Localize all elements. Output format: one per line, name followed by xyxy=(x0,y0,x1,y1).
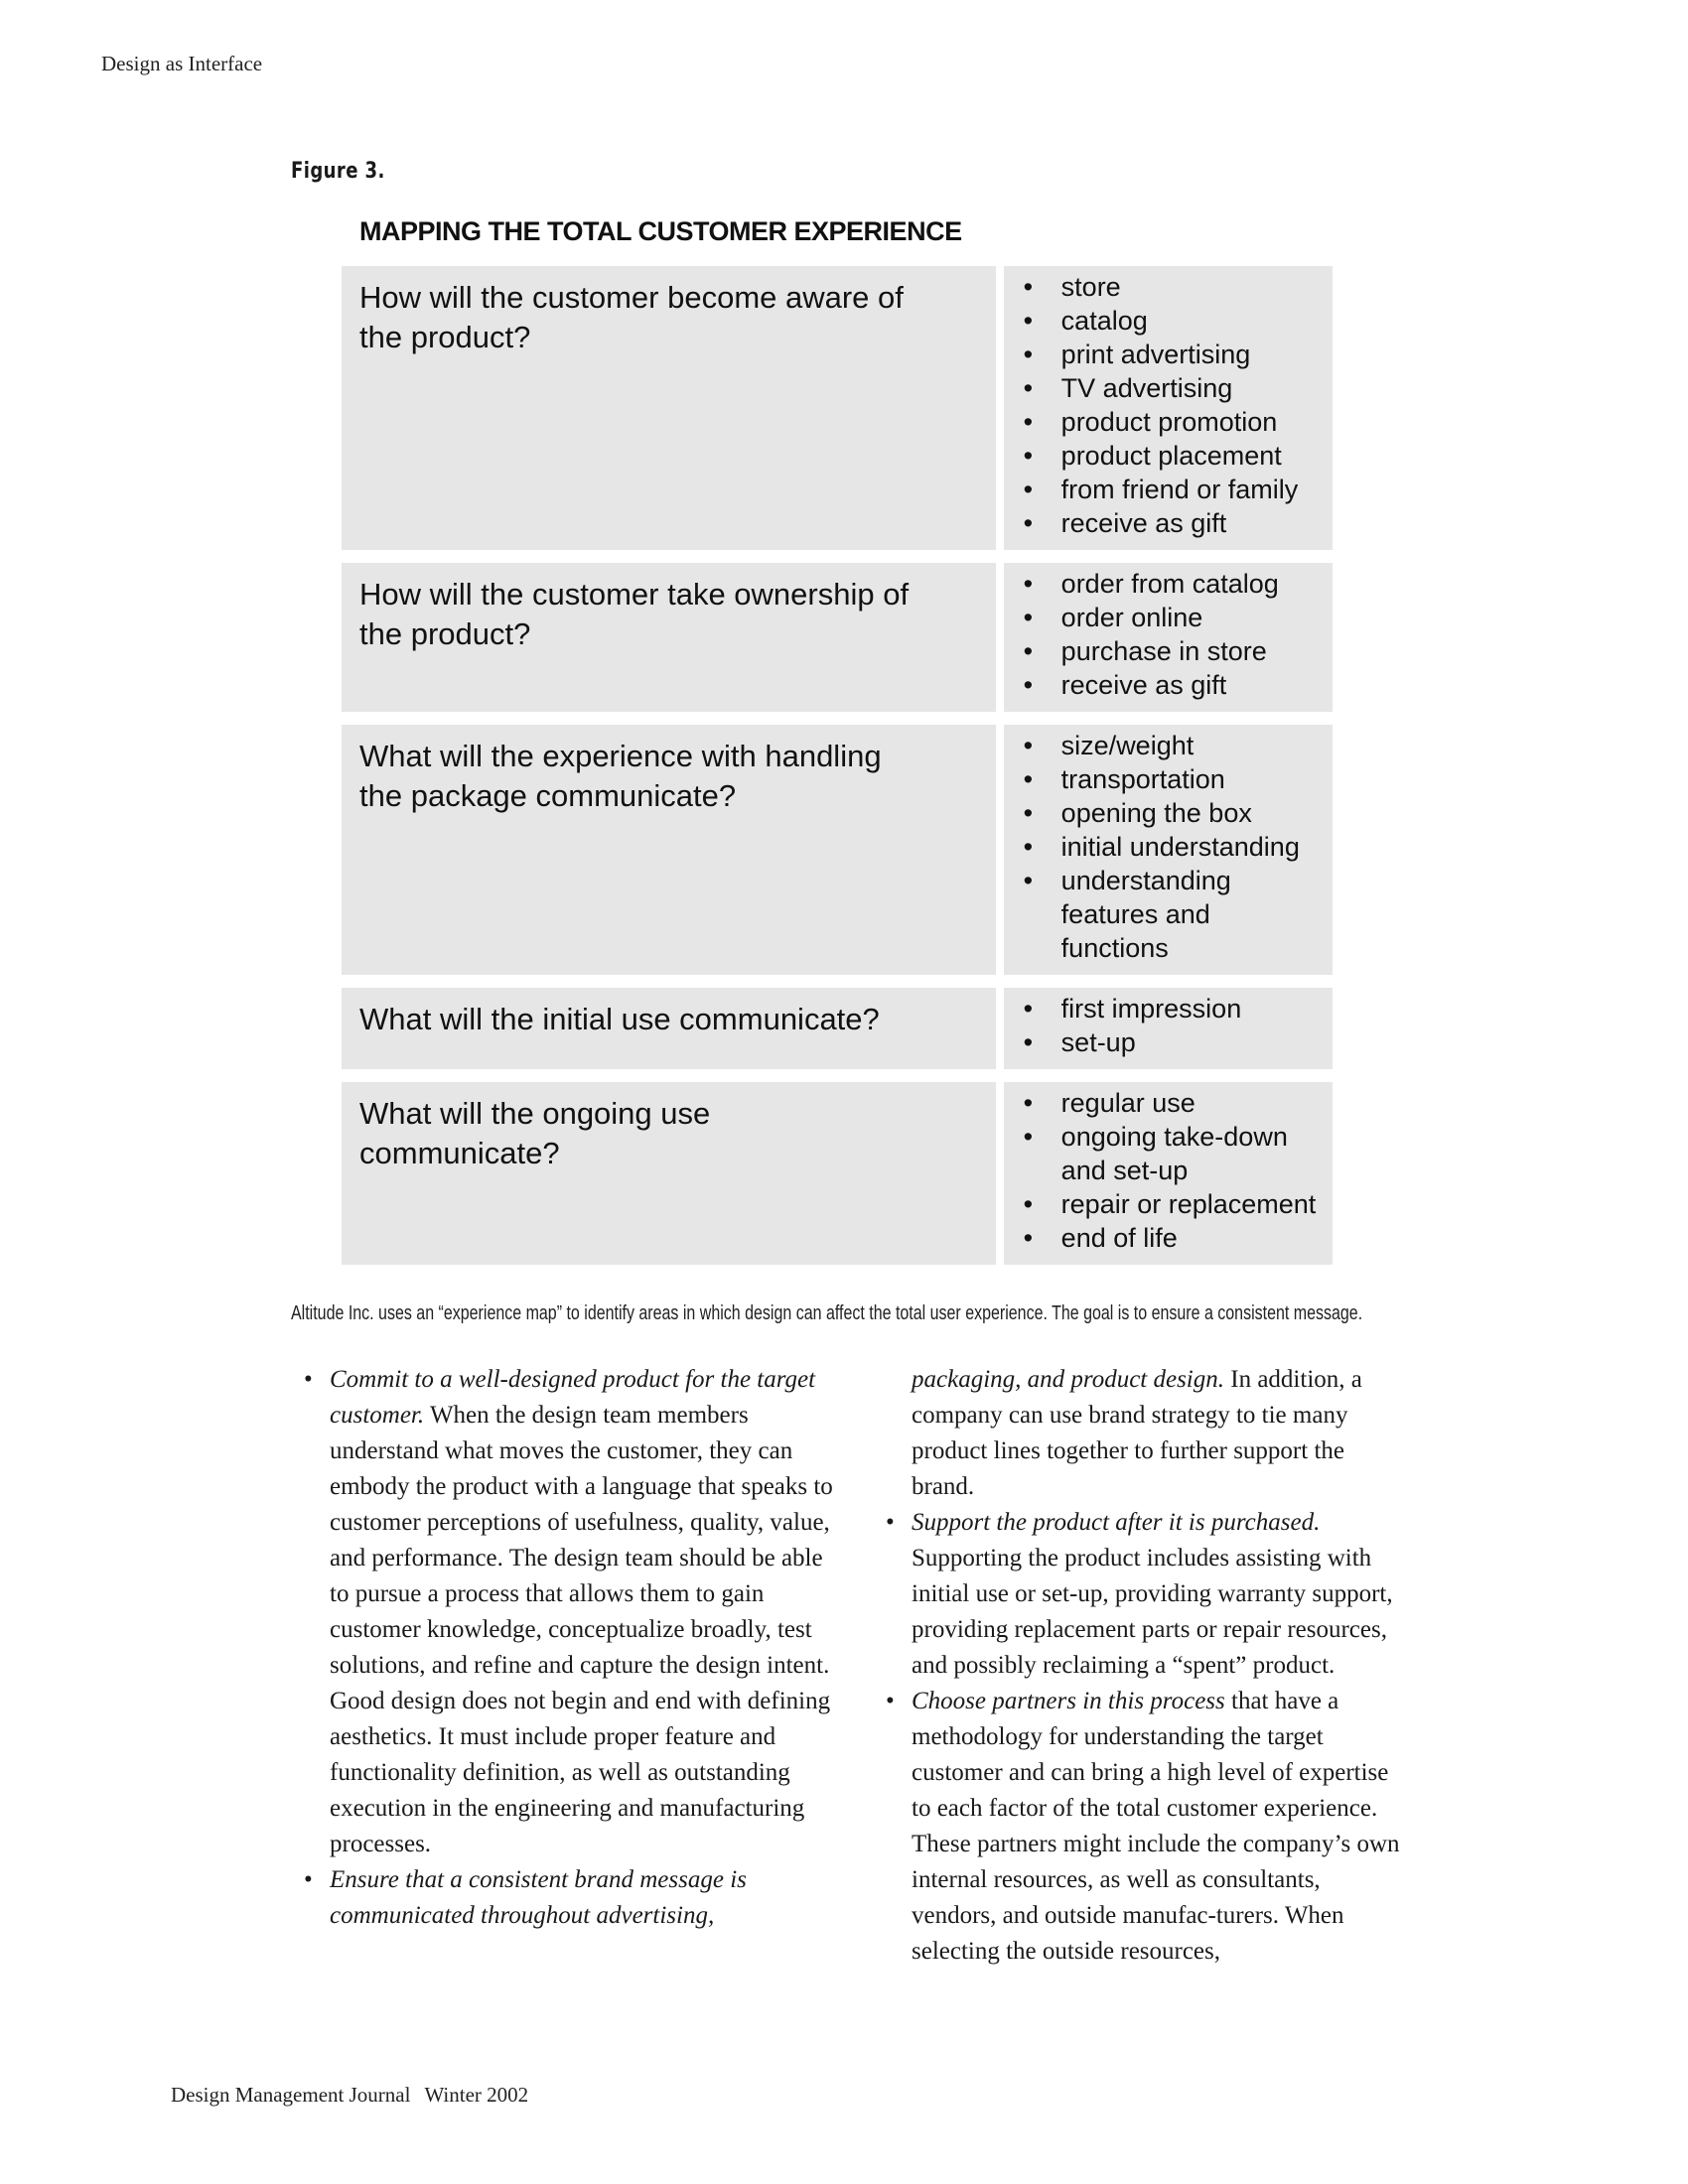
answer-list xyxy=(1016,1086,1325,1255)
answer-item: • initial understanding xyxy=(1016,830,1325,864)
running-title: Design as Interface xyxy=(101,52,263,75)
journal-issue: Winter 2002 xyxy=(424,2083,529,2107)
answer-item: • receive as gift xyxy=(1016,668,1325,702)
answer-item: • end of life xyxy=(1016,1221,1325,1255)
map-question-cell xyxy=(342,725,996,975)
answer-item: • order from catalog xyxy=(1016,567,1325,601)
answer-item: • transportation xyxy=(1016,762,1325,796)
answer-item: • purchase in store xyxy=(1016,634,1325,668)
map-row xyxy=(342,1082,1333,1265)
body-bullet xyxy=(298,1862,834,1934)
answer-item: • TV advertising xyxy=(1016,371,1325,405)
answer-item: • order online xyxy=(1016,601,1325,634)
answer-list xyxy=(1016,992,1325,1059)
body-bullet xyxy=(298,1362,834,1862)
map-question: How will the customer become aware of the product? xyxy=(359,280,904,354)
answer-item: • set-up xyxy=(1016,1025,1325,1059)
answer-item: • repair or replacement xyxy=(1016,1187,1325,1221)
body-bullet xyxy=(880,1505,1406,1684)
answer-list xyxy=(1016,270,1325,540)
answer-item: • product promotion xyxy=(1016,405,1325,439)
bullet-text: In addition, a company can use brand strategy to tie many product lines together to further support the brand. xyxy=(912,1366,1362,1500)
map-answers-cell xyxy=(1004,988,1333,1069)
bullet-text: that have a methodology for understanding the target customer and can bring a high level of expertise to each factor of the total customer experience. These partners might include the company’s own internal resources, as well as consultants, vendors, and outside manufac-turers. When selecting the outside resources, xyxy=(912,1688,1400,1965)
bullet-text: Supporting the product includes assisting with initial use or set-up, providing warranty support, providing replacement parts or repair resources, and possibly reclaiming a “spent” product. xyxy=(912,1545,1393,1679)
figure-title: MAPPING THE TOTAL CUSTOMER EXPERIENCE xyxy=(359,216,962,246)
bullet-lead: packaging, and product design. xyxy=(912,1366,1225,1393)
answer-item: • size/weight xyxy=(1016,729,1325,762)
map-answers-cell xyxy=(1004,1082,1333,1265)
map-question-cell xyxy=(342,1082,996,1265)
answer-list xyxy=(1016,729,1325,965)
bullet-lead: Support the product after it is purchased. xyxy=(912,1509,1321,1536)
map-question: What will the initial use communicate? xyxy=(359,1002,880,1036)
body-column-left xyxy=(298,1362,834,1934)
journal-name: Design Management Journal xyxy=(171,2083,411,2107)
bullet-text: When the design team members understand what moves the customer, they can embody the product with a language that speaks to customer perceptions of usefulness, quality, value, and performance. The design team should be able to pursue a process that allows them to gain customer knowledge, conceptualize broadly, test solutions, and refine and capture the design intent. Good design does not begin and end with defining aesthetics. It must include proper feature and functionality definition, as well as outstanding execution in the engineering and manufacturing processes. xyxy=(330,1402,833,1857)
answer-item: • product placement xyxy=(1016,439,1325,473)
answer-item: • opening the box xyxy=(1016,796,1325,830)
map-row xyxy=(342,988,1333,1069)
bullet-lead: Ensure that a consistent brand message is communicated throughout advertising, xyxy=(330,1866,747,1929)
answer-list xyxy=(1016,567,1325,702)
body-bullet-continued xyxy=(880,1362,1406,1505)
bullet-lead: Commit to a well-designed product for the target customer. xyxy=(330,1366,816,1429)
experience-map-table xyxy=(342,266,1333,1278)
body-bullet xyxy=(880,1684,1406,1970)
map-question: What will the ongoing use communicate? xyxy=(359,1096,711,1170)
answer-item: • print advertising xyxy=(1016,338,1325,371)
map-answers-cell xyxy=(1004,563,1333,712)
answer-item: • from friend or family xyxy=(1016,473,1325,506)
map-answers-cell xyxy=(1004,725,1333,975)
map-answers-cell xyxy=(1004,266,1333,550)
map-row xyxy=(342,266,1333,550)
answer-item: • understanding features and functions xyxy=(1016,864,1325,965)
map-question: What will the experience with handling the package communicate? xyxy=(359,739,882,813)
body-column-right xyxy=(880,1362,1406,1970)
answer-item: • first impression xyxy=(1016,992,1325,1025)
answer-item: • ongoing take-down and set-up xyxy=(1016,1120,1325,1187)
map-row xyxy=(342,725,1333,975)
map-question: How will the customer take ownership of the product? xyxy=(359,577,910,651)
answer-item: • catalog xyxy=(1016,304,1325,338)
answer-item: • store xyxy=(1016,270,1325,304)
map-question-cell xyxy=(342,563,996,712)
answer-item: • regular use xyxy=(1016,1086,1325,1120)
map-question-cell xyxy=(342,266,996,550)
figure-caption: Altitude Inc. uses an “experience map” to identify areas in which design can affect the total user experience. The goal is to ensure a consistent message. xyxy=(291,1302,1363,1324)
page-footer xyxy=(171,2083,528,2108)
figure-label: Figure 3. xyxy=(291,159,385,184)
answer-item: • receive as gift xyxy=(1016,506,1325,540)
map-row xyxy=(342,563,1333,712)
bullet-lead: Choose partners in this process xyxy=(912,1688,1225,1714)
map-question-cell xyxy=(342,988,996,1069)
